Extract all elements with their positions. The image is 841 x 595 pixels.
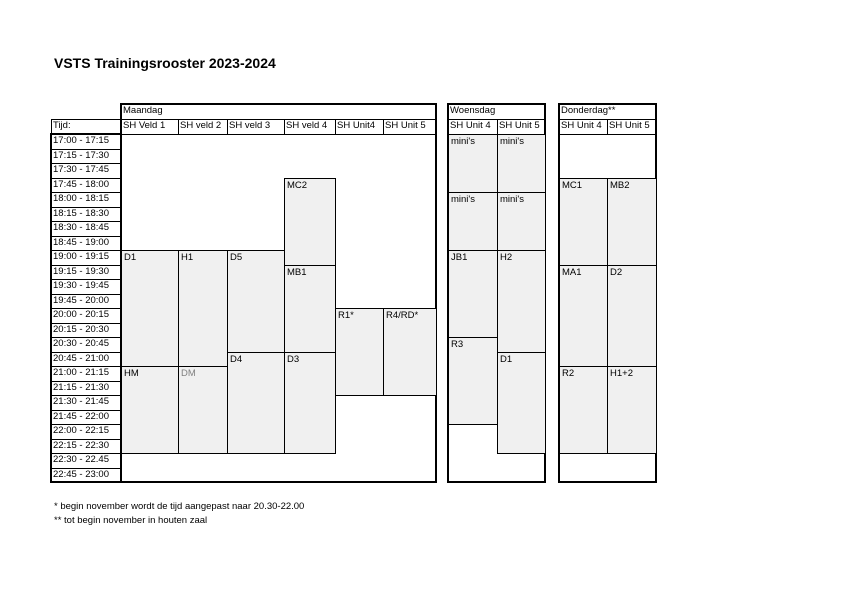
- column-header: SH Unit 4: [561, 120, 602, 131]
- training-block: D2: [607, 265, 657, 368]
- column-header: SH veld 3: [229, 120, 271, 131]
- page-title: VSTS Trainingsrooster 2023-2024: [54, 55, 276, 71]
- time-slot-label: 21:30 - 21:45: [53, 396, 109, 407]
- time-slot-label: 20:45 - 21:00: [53, 352, 109, 364]
- time-column-frame: [50, 133, 122, 483]
- training-block: R3: [448, 337, 498, 425]
- training-block: D5: [227, 250, 285, 353]
- column-header: SH Unit 5: [385, 120, 426, 131]
- day-header: Maandag: [123, 105, 163, 116]
- column-header: SH veld 2: [180, 120, 222, 131]
- time-slot-label: 21:00 - 21:15: [53, 367, 109, 378]
- column-header: SH Unit4: [337, 120, 376, 131]
- time-slot-label: 21:45 - 22:00: [53, 410, 109, 422]
- training-block: D1: [497, 352, 546, 455]
- training-block: D3: [284, 352, 336, 455]
- time-slot-label: 17:15 - 17:30: [53, 149, 109, 161]
- column-header: SH Unit 5: [609, 120, 650, 131]
- training-block: MB2: [607, 178, 657, 266]
- training-block: R4/RD*: [383, 308, 437, 396]
- time-slot-label: 18:15 - 18:30: [53, 207, 109, 219]
- time-slot-label: 19:45 - 20:00: [53, 294, 109, 306]
- training-block: D1: [121, 250, 179, 367]
- column-header: SH Veld 1: [123, 120, 166, 131]
- training-block: MC1: [559, 178, 608, 266]
- day-header: Donderdag**: [561, 105, 616, 116]
- footnote-1: * begin november wordt de tijd aangepast naar 20.30-22.00: [54, 501, 305, 512]
- day-header: Woensdag: [450, 105, 496, 116]
- training-block: JB1: [448, 250, 498, 338]
- training-block: DM: [178, 366, 228, 454]
- training-block: R1*: [335, 308, 384, 396]
- training-block: H1+2: [607, 366, 657, 454]
- training-block: MA1: [559, 265, 608, 368]
- training-block: MC2: [284, 178, 336, 266]
- time-slot-label: 20:30 - 20:45: [53, 338, 109, 349]
- time-slot-label: 17:45 - 18:00: [53, 178, 109, 190]
- training-block: mini's: [497, 134, 546, 193]
- time-slot-label: 22:00 - 22:15: [53, 425, 109, 436]
- time-slot-label: 18:30 - 18:45: [53, 222, 109, 233]
- time-slot-label: 18:45 - 19:00: [53, 236, 109, 248]
- time-slot-label: 22:45 - 23:00: [53, 468, 109, 480]
- footnote-2: ** tot begin november in houten zaal: [54, 515, 208, 526]
- training-block: mini's: [497, 192, 546, 251]
- time-column-header: Tijd:: [53, 120, 71, 131]
- time-slot-label: 19:30 - 19:45: [53, 280, 109, 291]
- training-block: HM: [121, 366, 179, 454]
- training-block: H1: [178, 250, 228, 367]
- training-block: R2: [559, 366, 608, 454]
- training-block: H2: [497, 250, 546, 353]
- time-slot-label: 20:00 - 20:15: [53, 309, 109, 320]
- time-slot-label: 18:00 - 18:15: [53, 193, 109, 204]
- time-slot-label: 17:30 - 17:45: [53, 164, 109, 175]
- time-slot-label: 20:15 - 20:30: [53, 323, 109, 335]
- time-slot-label: 17:00 - 17:15: [53, 135, 109, 146]
- column-header: SH veld 4: [286, 120, 328, 131]
- training-block: mini's: [448, 134, 498, 193]
- time-slot-label: 19:15 - 19:30: [53, 265, 109, 277]
- row-divider: [51, 119, 121, 120]
- training-block: MB1: [284, 265, 336, 353]
- column-header: SH Unit 4: [450, 120, 491, 131]
- time-slot-label: 19:00 - 19:15: [53, 251, 109, 262]
- column-header: SH Unit 5: [499, 120, 540, 131]
- training-block: D4: [227, 352, 285, 455]
- training-block: mini's: [448, 192, 498, 251]
- time-slot-label: 22:15 - 22:30: [53, 439, 109, 451]
- time-slot-label: 22:30 - 22.45: [53, 454, 109, 465]
- time-slot-label: 21:15 - 21:30: [53, 381, 109, 393]
